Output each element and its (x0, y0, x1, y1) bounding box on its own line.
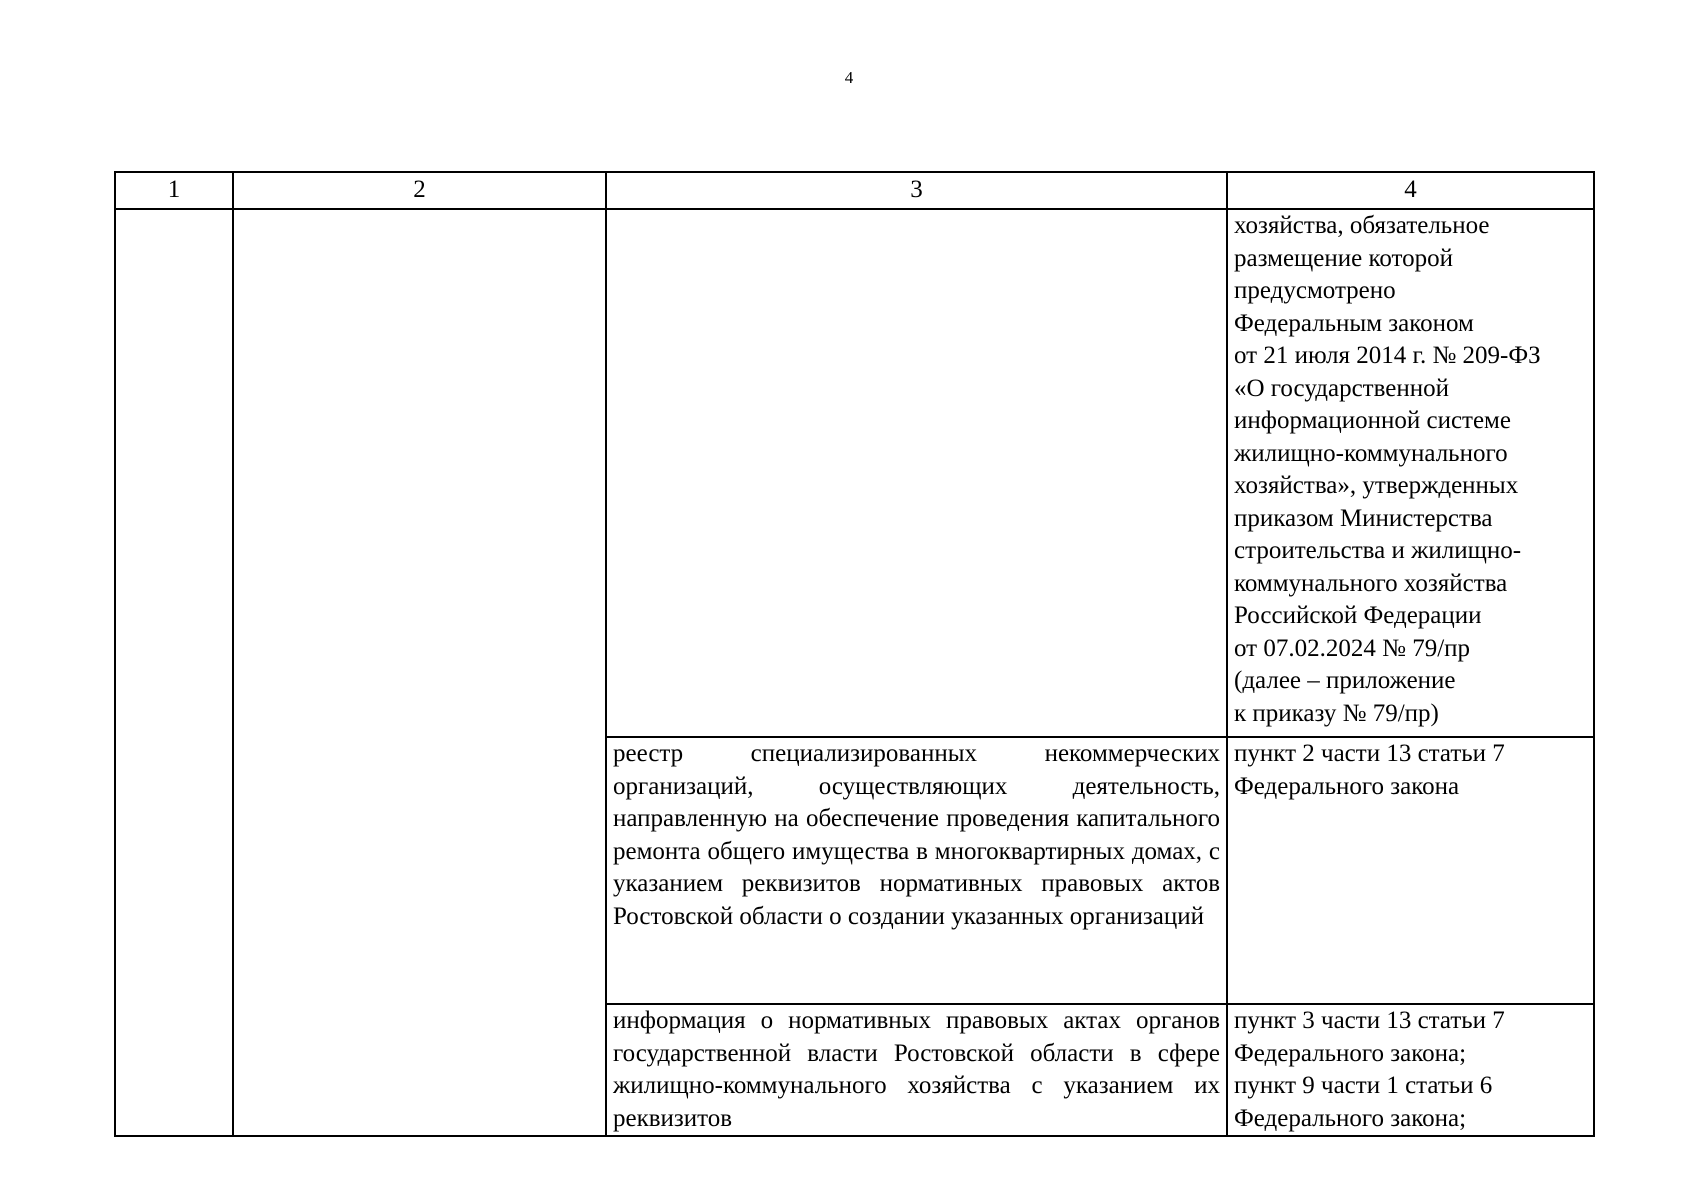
legal-basis-line: Федерального закона (1234, 772, 1460, 800)
row-number-cell (115, 209, 233, 1136)
document-table (114, 171, 1595, 1137)
legal-basis-line: от 21 июля 2014 г. № 209-ФЗ (1234, 342, 1541, 369)
legal-basis-line: информационной системе (1234, 407, 1511, 434)
legal-basis-line: пункт 3 части 13 статьи 7 (1234, 1007, 1505, 1034)
legal-basis-line: приказом Министерства (1234, 504, 1493, 532)
legal-basis-line: Федеральным законом (1234, 309, 1474, 337)
legal-basis-line: хозяйства, обязательное (1234, 212, 1490, 239)
legal-basis-cell (1227, 737, 1594, 1004)
section-name-cell (233, 209, 606, 1136)
legal-basis-line: жилищно-коммунального (1234, 439, 1508, 467)
information-cell (606, 209, 1227, 737)
legal-basis-line: пункт 2 части 13 статьи 7 (1234, 740, 1505, 767)
column-header-4: 4 (1227, 172, 1594, 209)
legal-basis-line: строительства и жилищно- (1234, 537, 1522, 564)
legal-basis-cell (1227, 209, 1594, 737)
table-header-row (115, 172, 1594, 209)
legal-basis-line: (далее – приложение (1234, 667, 1456, 694)
legal-basis-line: Российской Федерации (1234, 602, 1482, 629)
legal-basis-line: Федерального закона; (1234, 1104, 1467, 1132)
legal-basis-line: к приказу № 79/пр) (1234, 699, 1439, 727)
legal-basis-line: предусмотрено (1234, 277, 1396, 304)
information-cell: информация о нормативных правовых актах органов государственной власти Ростовской области в сфере жилищно-коммунального хозяйства с указанием их реквизитов (606, 1004, 1227, 1136)
page-number: 4 (844, 68, 854, 87)
table-row (115, 209, 1594, 737)
legal-basis-line: хозяйства», утвержденных (1234, 472, 1519, 499)
legal-basis-line: коммунального хозяйства (1234, 569, 1508, 597)
legal-basis-line: от 07.02.2024 № 79/пр (1234, 634, 1471, 662)
legal-basis-line: Федерального закона; (1234, 1039, 1467, 1067)
information-cell: реестр специализированных некоммерческих организаций, осуществляющих деятельность, направленную на обеспечение проведения капитального ремонта общего имущества в многоквартирных домах, с указанием реквизитов нормативных правовых актов Ростовской области о создании указанных организаций (606, 737, 1227, 1004)
column-header-2: 2 (233, 172, 606, 209)
legal-basis-line: размещение которой (1234, 244, 1454, 272)
legal-basis-line: пункт 9 части 1 статьи 6 (1234, 1072, 1493, 1099)
column-header-3: 3 (606, 172, 1227, 209)
column-header-1: 1 (115, 172, 233, 209)
legal-basis-cell (1227, 1004, 1594, 1136)
legal-basis-line: «О государственной (1234, 374, 1449, 402)
